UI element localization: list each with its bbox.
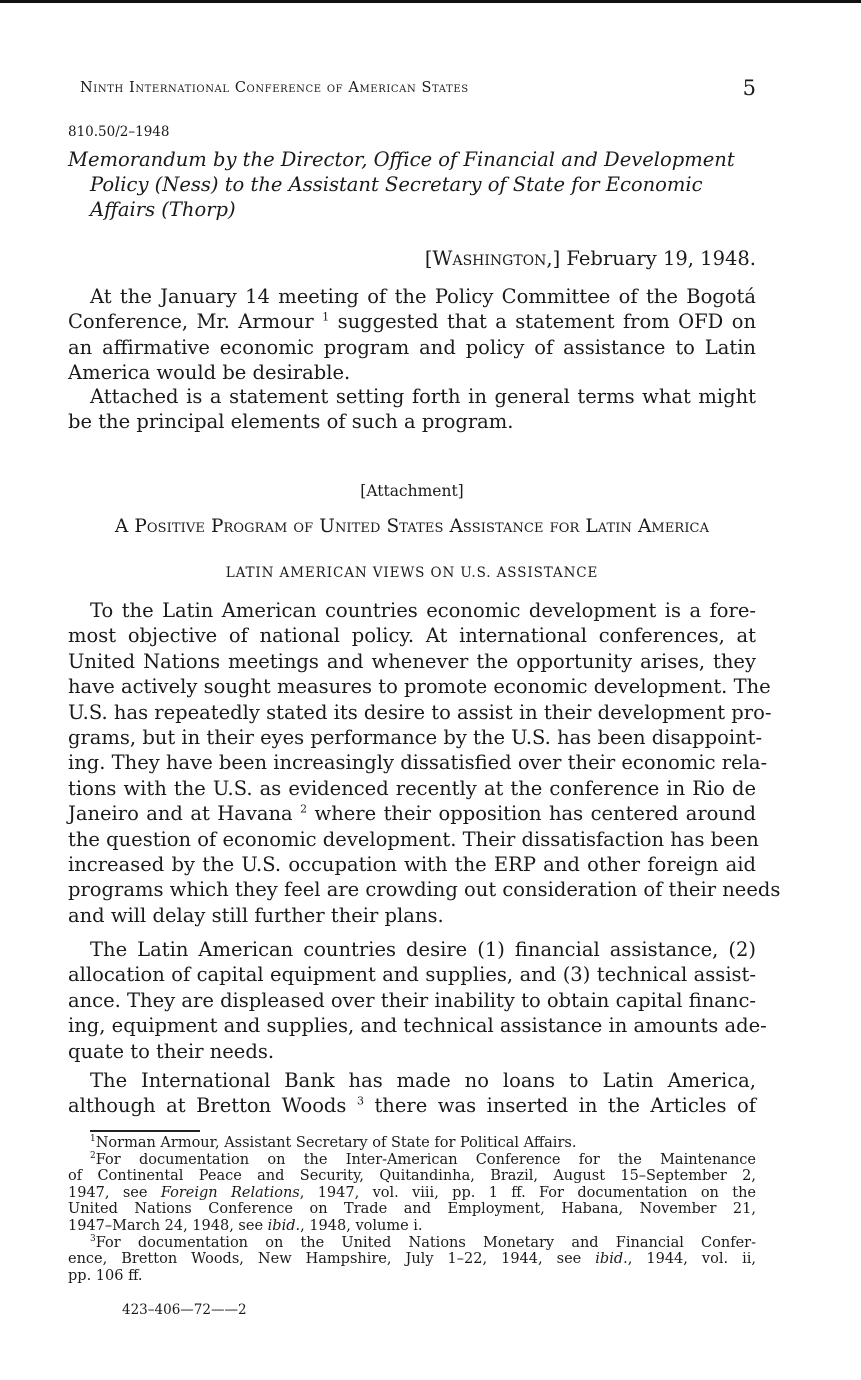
footnote-2-line xyxy=(68,1185,756,1202)
footnote-mark: 2 xyxy=(90,1150,96,1161)
footnote-mark: 1 xyxy=(90,1134,96,1145)
footnote-3-line xyxy=(68,1235,756,1252)
memo-paragraph xyxy=(68,384,756,435)
text-line: Attached is a statement setting forth in general terms what might xyxy=(90,385,756,408)
footnote-3-line: pp. 106 ff. xyxy=(68,1267,143,1284)
text-line: To the Latin American countries economic development is a fore- xyxy=(90,599,756,622)
body-paragraph xyxy=(68,598,781,928)
footnote-text: , 1947, vol. viii, pp. 1 ff. For documentation on the xyxy=(299,1184,756,1201)
footnote-mark: 3 xyxy=(90,1233,96,1244)
text-line: United Nations meetings and whenever the opportunity arises, they xyxy=(68,649,756,673)
text-line: ing. They have been increasingly dissatisfied over their economic rela- xyxy=(68,751,768,775)
text-line xyxy=(68,801,756,826)
body-paragraph xyxy=(68,1068,756,1119)
attachment-label: [Attachment] xyxy=(360,482,464,500)
running-head xyxy=(80,76,756,100)
text-line xyxy=(68,1093,756,1118)
text-line: tions with the U.S. as evidenced recently at the conference in Rio de xyxy=(68,776,756,800)
footnote-italic: Foreign Relations xyxy=(160,1184,300,1201)
page-number: 5 xyxy=(742,76,756,100)
text-line: The International Bank has made no loans to Latin America, xyxy=(90,1069,756,1092)
footnote-2-line: United Nations Conference on Trade and Employment, Habana, November 21, xyxy=(68,1201,756,1218)
footnote-text: For documentation on the Inter-American Conference for the Maintenance xyxy=(95,1151,756,1168)
text-line: ance. They are displeased over their inability to obtain capital financ- xyxy=(68,988,756,1012)
text-line: increased by the U.S. occupation with the ERP and other foreign aid xyxy=(68,853,756,877)
footnote-rule xyxy=(90,1130,200,1132)
footnote-italic: ibid. xyxy=(595,1251,628,1268)
text-line: most objective of national policy. At international conferences, at xyxy=(68,624,756,648)
memo-title-line: Memorandum by the Director, Office of Financial and Development xyxy=(68,148,735,171)
footnote-ref: 1 xyxy=(322,310,330,324)
text-line: grams, but in their eyes performance by the U.S. has been disappoint- xyxy=(68,726,763,750)
text-line: and will delay still further their plans. xyxy=(68,903,444,927)
top-border-rule xyxy=(0,0,861,3)
file-number: 810.50/2–1948 xyxy=(68,124,170,140)
memo-title-line: Affairs (Thorp) xyxy=(90,198,236,221)
body-paragraph xyxy=(68,937,767,1064)
text-line: allocation of capital equipment and supplies, and (3) technical assist- xyxy=(68,963,756,987)
memo-paragraph xyxy=(68,284,756,386)
text-line: U.S. has repeatedly stated its desire to assist in their development pro- xyxy=(68,700,772,724)
text-run: there was inserted in the Articles of xyxy=(374,1094,757,1118)
text-line: The Latin American countries desire (1) financial assistance, (2) xyxy=(90,938,756,961)
footnote-1 xyxy=(68,1135,756,1152)
footnote-2-line: of Continental Peace and Security, Quitandinha, Brazil, August 15–September 2, xyxy=(68,1168,756,1185)
footnote-text: ence, Bretton Woods, New Hampshire, July 1–22, 1944, see xyxy=(68,1251,582,1268)
footnote-text: For documentation on the United Nations Monetary and Financial Confer- xyxy=(95,1234,756,1251)
text-line: America would be desirable. xyxy=(68,361,351,385)
text-line: the question of economic development. Their dissatisfaction has been xyxy=(68,827,759,851)
text-run: although at Bretton Woods xyxy=(68,1094,347,1118)
text-line xyxy=(68,309,756,334)
text-line: be the principal elements of such a program. xyxy=(68,410,514,434)
print-code: 423–406—72——2 xyxy=(122,1302,247,1318)
footnote-3-line xyxy=(68,1251,756,1268)
text-line: programs which they feel are crowding out consideration of their needs xyxy=(68,878,781,902)
text-run: suggested that a statement from OFD on xyxy=(337,310,756,334)
footnote-text: , 1944, vol. ii, xyxy=(627,1251,756,1268)
running-title: Ninth International Conference of American States xyxy=(80,80,469,96)
dateline-date: February 19, 1948. xyxy=(566,247,756,270)
footnote-2-line xyxy=(68,1152,756,1169)
text-line: ing, equipment and supplies, and technical assistance in amounts ade- xyxy=(68,1014,767,1038)
footnote-ref: 3 xyxy=(356,1094,364,1108)
dateline-place: [Washington,] xyxy=(424,247,561,270)
footnote-ref: 2 xyxy=(300,802,308,816)
text-run: Conference, Mr. Armour xyxy=(68,310,314,334)
dateline xyxy=(425,247,756,270)
footnote-text: 1947–March 24, 1948, see xyxy=(68,1217,264,1234)
text-line: have actively sought measures to promote economic development. The xyxy=(68,675,771,699)
footnote-text: 1947, see xyxy=(68,1184,148,1201)
footnote-text: Norman Armour, Assistant Secretary of State for Political Affairs. xyxy=(95,1135,577,1151)
text-line: an affirmative economic program and policy of assistance to Latin xyxy=(68,335,756,359)
footnote-italic: ibid. xyxy=(267,1217,301,1234)
text-run: Janeiro and at Havana xyxy=(68,802,293,826)
text-line: quate to their needs. xyxy=(68,1039,275,1063)
text-line: At the January 14 meeting of the Policy Committee of the Bogotá xyxy=(90,285,756,308)
attachment-title: A Positive Program of United States Assistance for Latin America xyxy=(114,516,710,537)
footnotes xyxy=(68,1135,756,1284)
footnote-2-line xyxy=(68,1218,756,1235)
footnote-text: , 1948, volume i. xyxy=(300,1217,423,1234)
text-run: where their opposition has centered around xyxy=(314,802,757,826)
section-heading: LATIN AMERICAN VIEWS ON U.S. ASSISTANCE xyxy=(225,565,599,581)
memo-title-line: Policy (Ness) to the Assistant Secretary of State for Economic xyxy=(90,173,703,196)
memo-title xyxy=(68,147,756,222)
